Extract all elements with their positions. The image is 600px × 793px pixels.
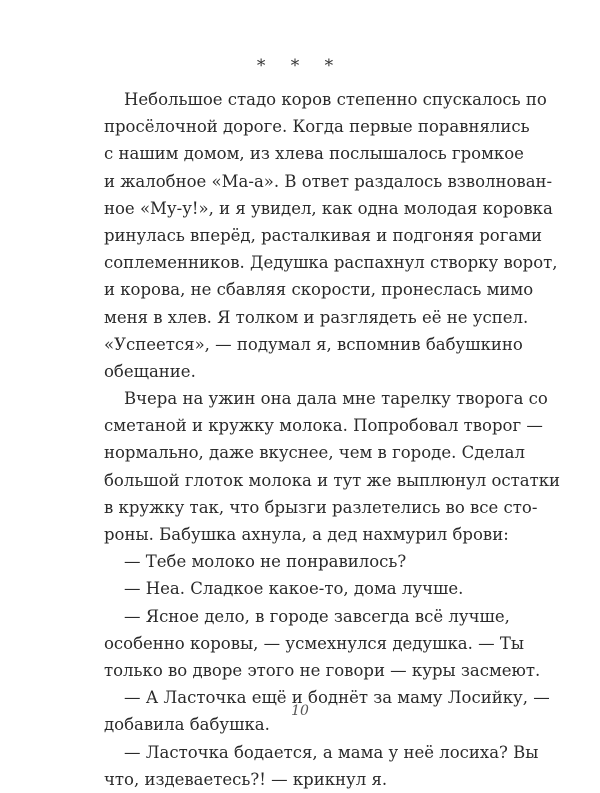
body-text [104, 86, 561, 793]
section-separator: * * * [256, 56, 344, 76]
text-line: соплеменников. Дедушка распахнул створку ворот, [104, 253, 558, 273]
text-line: ное «Му-у!», и я увидел, как одна молодая коровка [104, 198, 553, 218]
text-line: обещание. [104, 361, 196, 381]
text-line: что, издеваетесь?! — крикнул я. [104, 769, 388, 789]
text-line: Небольшое стадо коров степенно спускалось по [124, 90, 547, 109]
text-line: Вчера на ужин она дала мне тарелку творога со [124, 389, 548, 409]
text-line: «Успеется», — подумал я, вспомнив бабушкино [104, 334, 523, 354]
text-line: особенно коровы, — усмехнулся дедушка. — Ты [104, 633, 524, 653]
text-line: роны. Бабушка ахнула, а дед нахмурил брови: [104, 525, 509, 544]
text-line: добавила бабушка. [104, 715, 270, 735]
text-line: с нашим домом, из хлева послышалось громкое [104, 144, 524, 164]
text-line: большой глоток молока и тут же выплюнул остатки [104, 470, 561, 490]
text-line: — Тебе молоко не понравилось? [124, 552, 407, 572]
text-line: в кружку так, что брызги разлетелись во все сто- [104, 497, 538, 517]
page-number: 10 [291, 703, 309, 719]
text-line: нормально, даже вкуснее, чем в городе. Сделал [104, 443, 525, 463]
text-line: просёлочной дороге. Когда первые поравнялись [104, 117, 530, 137]
text-line: — А Ласточка ещё и боднёт за маму Лосийку, — [124, 688, 550, 708]
text-line: — Неа. Сладкое какое-то, дома лучше. [124, 579, 464, 599]
text-line: и жалобное «Ма-а». В ответ раздалось взволнован- [104, 171, 553, 191]
text-line: — Ласточка бодается, а мама у неё лосиха? Вы [124, 742, 539, 762]
text-line: сметаной и кружку молока. Попробовал творог — [104, 416, 543, 436]
text-line: ринулась вперёд, расталкивая и подгоняя рогами [104, 225, 543, 245]
text-line: только во дворе этого не говори — куры засмеют. [104, 660, 541, 680]
text-line: меня в хлев. Я толком и разглядеть её не успел. [104, 307, 529, 327]
text-line: — Ясное дело, в городе завсегда всё лучше, [124, 606, 510, 626]
text-line: и корова, не сбавляя скорости, пронеслась мимо [104, 280, 534, 300]
